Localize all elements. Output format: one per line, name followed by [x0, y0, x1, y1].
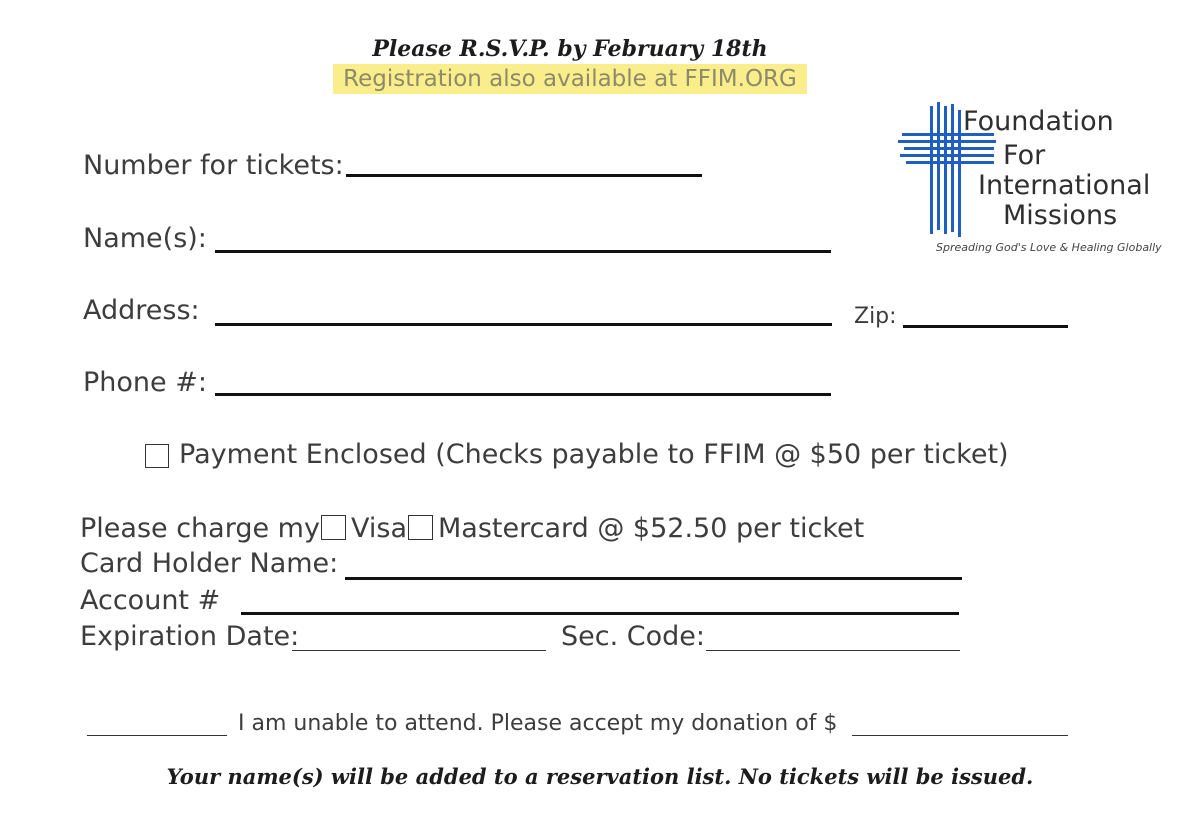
zip-label: Zip: — [854, 304, 897, 329]
unable-to-attend-field[interactable] — [87, 735, 227, 736]
expiration-label: Expiration Date: — [80, 621, 300, 652]
donation-amount-field[interactable] — [852, 735, 1068, 736]
visa-label: Visa — [351, 513, 407, 544]
tickets-label: Number for tickets: — [83, 150, 344, 181]
footer-note: Your name(s) will be added to a reservation list. No tickets will be issued. — [166, 764, 1034, 789]
mastercard-checkbox[interactable] — [408, 515, 433, 540]
phone-field[interactable] — [215, 393, 831, 396]
account-field[interactable] — [241, 612, 959, 615]
names-label: Name(s): — [83, 223, 207, 254]
donation-label: I am unable to attend. Please accept my donation of $ — [238, 711, 838, 736]
charge-label: Please charge my — [80, 513, 320, 544]
visa-checkbox[interactable] — [321, 515, 346, 540]
logo-line-for: For — [1003, 140, 1046, 171]
registration-highlight: Registration also available at FFIM.ORG — [333, 64, 807, 94]
logo-line-international: International — [978, 170, 1151, 201]
tickets-field[interactable] — [346, 174, 702, 177]
address-field[interactable] — [215, 323, 832, 326]
phone-label: Phone #: — [83, 367, 207, 398]
sec-code-field[interactable] — [706, 650, 960, 651]
address-label: Address: — [83, 295, 200, 326]
logo-tagline: Spreading God's Love & Healing Globally — [936, 241, 1162, 254]
card-holder-label: Card Holder Name: — [80, 548, 339, 579]
logo-line-missions: Missions — [1003, 200, 1118, 231]
mastercard-label: Mastercard @ $52.50 per ticket — [438, 513, 865, 544]
expiration-field[interactable] — [292, 650, 546, 651]
zip-field[interactable] — [903, 325, 1068, 328]
logo-line-foundation: Foundation — [963, 106, 1114, 137]
card-holder-field[interactable] — [345, 577, 962, 580]
account-label: Account # — [80, 585, 221, 616]
payment-enclosed-label: Payment Enclosed (Checks payable to FFIM @ $50 per ticket) — [179, 439, 1009, 470]
names-field[interactable] — [215, 250, 831, 253]
rsvp-heading: Please R.S.V.P. by February 18th — [372, 36, 768, 62]
payment-enclosed-checkbox[interactable] — [145, 444, 169, 468]
registration-note — [0, 66, 1140, 92]
sec-code-label: Sec. Code: — [561, 621, 705, 652]
ffim-logo — [898, 100, 1168, 260]
